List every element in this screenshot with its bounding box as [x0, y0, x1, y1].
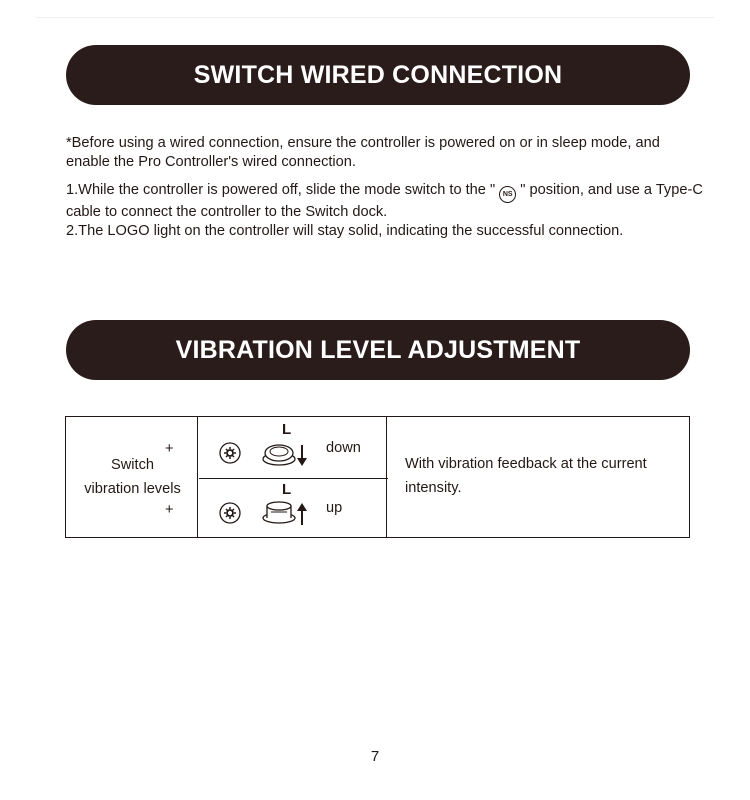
vibration-table	[65, 416, 690, 538]
arrow-down-icon	[297, 445, 307, 466]
combo-row-up	[216, 485, 326, 535]
direction-down: down	[326, 440, 361, 456]
l-button-press-up-icon	[263, 502, 295, 523]
l-key-label-down: L	[282, 421, 292, 438]
wired-step-2: 2.The LOGO light on the controller will stay solid, indicating the successful connection.	[66, 223, 624, 239]
vibration-label-cell	[66, 417, 199, 537]
wired-note: *Before using a wired connection, ensure the controller is powered on or in sleep mode, and enable the Pro Controller's wired connection.	[66, 135, 660, 170]
home-gear-button-icon	[220, 443, 240, 463]
table-row-divider	[199, 478, 388, 479]
ns-mode-icon: NS	[499, 186, 516, 203]
section-title-vibration: VIBRATION LEVEL ADJUSTMENT	[175, 335, 581, 364]
wired-step-1	[66, 181, 706, 222]
l-key-label-up: L	[282, 481, 292, 498]
step-1-text-before: 1.While the controller is powered off, slide the mode switch to the "	[66, 182, 496, 198]
vibration-label-line-2: vibration levels	[84, 481, 181, 497]
section-header-wired	[66, 45, 690, 105]
home-gear-button-icon-2	[220, 503, 240, 523]
section-title-wired: SWITCH WIRED CONNECTION	[193, 60, 563, 89]
table-divider-2	[386, 417, 387, 537]
wired-steps	[66, 181, 706, 241]
vibration-description: With vibration feedback at the current intensity.	[405, 456, 647, 496]
section-header-vibration	[66, 320, 690, 380]
plus-sign-down: +	[165, 441, 174, 457]
l-button-press-down-icon	[263, 445, 295, 465]
vibration-label-line-1: Switch	[111, 457, 154, 473]
page-number: 7	[370, 748, 380, 765]
step-1-text-after: " position, and use a Type-C cable to connect the controller to the Switch dock.	[66, 182, 703, 220]
plus-sign-up: +	[165, 502, 174, 518]
combo-row-down	[216, 425, 326, 475]
direction-up: up	[326, 500, 343, 516]
top-divider	[36, 17, 714, 18]
arrow-up-icon	[297, 503, 307, 525]
